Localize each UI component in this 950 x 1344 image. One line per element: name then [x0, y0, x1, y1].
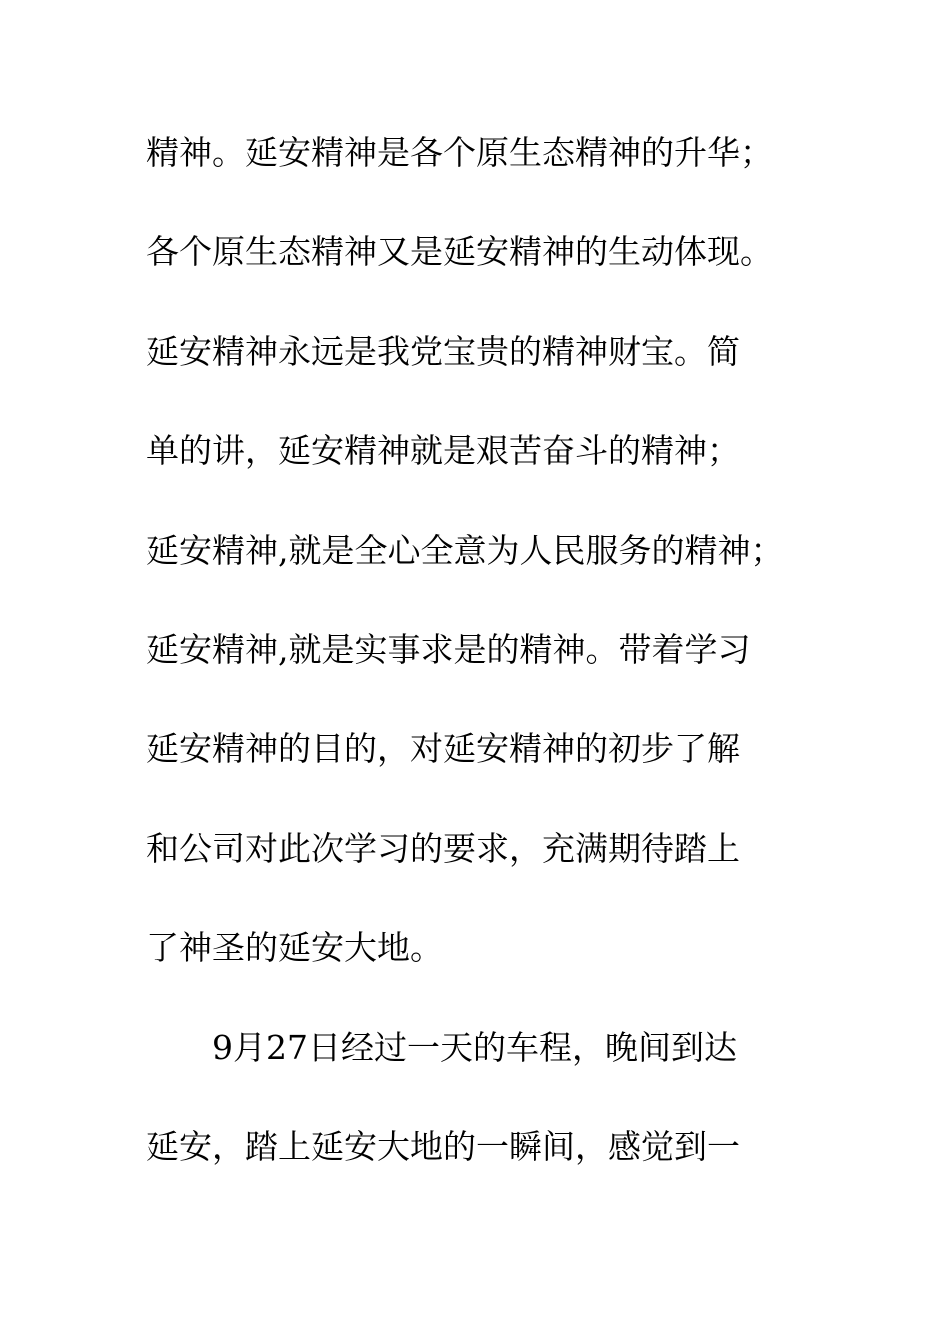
paragraph-line: 和公司对此次学习的要求，充满期待踏上 [146, 829, 740, 868]
paragraph-line: 延安精神永远是我党宝贵的精神财宝。简 [146, 332, 740, 371]
paragraph-line: 延安精神,就是全心全意为人民服务的精神； [146, 531, 784, 570]
paragraph-line: 单的讲，延安精神就是艰苦奋斗的精神； [146, 431, 740, 470]
paragraph-line: 延安，踏上延安大地的一瞬间，感觉到一 [146, 1127, 740, 1166]
paragraph-line: 延安精神的目的，对延安精神的初步了解 [146, 729, 740, 768]
paragraph-line: 延安精神,就是实事求是的精神。带着学习 [146, 630, 751, 669]
paragraph-first-line: 9月27日经过一天的车程，晚间到达 [212, 1028, 737, 1067]
paragraph-line: 精神。延安精神是各个原生态精神的升华； [146, 133, 773, 172]
paragraph-line: 各个原生态精神又是延安精神的生动体现。 [146, 232, 773, 271]
paragraph-line: 了神圣的延安大地。 [146, 928, 443, 967]
